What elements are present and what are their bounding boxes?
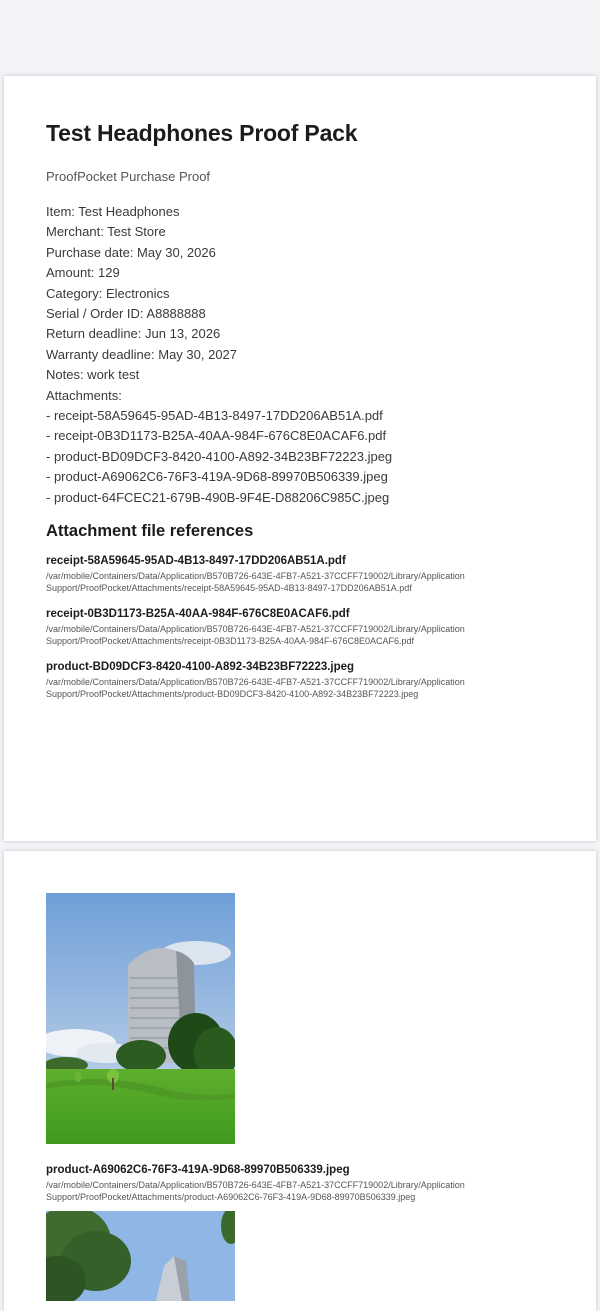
- attachment-list-item: - receipt-58A59645-95AD-4B13-8497-17DD206AB51A.pdf: [46, 408, 383, 424]
- attachment-list-item: - receipt-0B3D1173-B25A-40AA-984F-676C8E0ACAF6.pdf: [46, 428, 387, 444]
- attachment-list-item: - product-64FCEC21-679B-490B-9F4E-D88206C985C.jpeg: [46, 489, 390, 505]
- detail-line: Amount: 129: [46, 265, 120, 281]
- pdf-page-1: [4, 76, 596, 841]
- file-path-line: Support/ProofPocket/Attachments/receipt-0B3D1173-B25A-40AA-984F-676C8E0ACAF6.pdf: [46, 636, 415, 647]
- document-title: Test Headphones Proof Pack: [46, 120, 358, 146]
- detail-line: Purchase date: May 30, 2026: [46, 244, 216, 260]
- detail-line: Item: Test Headphones: [46, 204, 180, 219]
- file-reference-path: [46, 1179, 554, 1203]
- detail-line: Merchant: Test Store: [46, 224, 166, 240]
- file-reference-name: product-BD09DCF3-8420-4100-A892-34B23BF72223.jpeg: [46, 661, 355, 674]
- references-heading: Attachment file references: [46, 522, 254, 541]
- file-reference-path: [46, 570, 554, 594]
- file-path-line: /var/mobile/Containers/Data/Application/B570B726-643E-4FB7-A521-37CCFF719002/Library/Application: [46, 571, 465, 582]
- file-reference-name: receipt-58A59645-95AD-4B13-8497-17DD206AB51A.pdf: [46, 555, 346, 568]
- file-path-line: /var/mobile/Containers/Data/Application/B570B726-643E-4FB7-A521-37CCFF719002/Library/Application: [46, 677, 465, 688]
- file-reference-name: product-A69062C6-76F3-419A-9D68-89970B506339.jpeg: [46, 1164, 350, 1176]
- file-path-line: /var/mobile/Containers/Data/Application/B570B726-643E-4FB7-A521-37CCFF719002/Library/Application: [46, 1180, 465, 1190]
- attachment-list-item: - product-BD09DCF3-8420-4100-A892-34B23BF72223.jpeg: [46, 448, 393, 464]
- attachment-list-item: - product-A69062C6-76F3-419A-9D68-89970B506339.jpeg: [46, 469, 388, 485]
- file-path-line: /var/mobile/Containers/Data/Application/B570B726-643E-4FB7-A521-37CCFF719002/Library/Application: [46, 624, 465, 635]
- file-reference-path: [46, 676, 554, 700]
- document-subtitle: ProofPocket Purchase Proof: [46, 169, 211, 184]
- detail-line: Serial / Order ID: A8888888: [46, 306, 206, 322]
- detail-line: Warranty deadline: May 30, 2027: [46, 346, 238, 362]
- detail-line: Attachments:: [46, 387, 122, 403]
- detail-line: Notes: work test: [46, 367, 140, 383]
- file-path-line: Support/ProofPocket/Attachments/product-A69062C6-76F3-419A-9D68-89970B506339.jpeg: [46, 1192, 416, 1202]
- detail-line: Category: Electronics: [46, 285, 170, 301]
- file-reference-name: receipt-0B3D1173-B25A-40AA-984F-676C8E0ACAF6.pdf: [46, 608, 350, 621]
- file-path-line: Support/ProofPocket/Attachments/product-BD09DCF3-8420-4100-A892-34B23BF72223.jpeg: [46, 689, 419, 700]
- product-photo-trees: [46, 1211, 235, 1301]
- file-reference: [46, 661, 554, 700]
- detail-line: Return deadline: Jun 13, 2026: [46, 326, 221, 342]
- file-reference-path: [46, 623, 554, 647]
- pdf-page-2: [4, 851, 596, 1311]
- product-photo-building: [46, 893, 235, 1144]
- file-reference: [46, 608, 554, 647]
- file-path-line: Support/ProofPocket/Attachments/receipt-58A59645-95AD-4B13-8497-17DD206AB51A.pdf: [46, 583, 412, 594]
- file-reference: [46, 555, 554, 594]
- purchase-details: [46, 202, 554, 508]
